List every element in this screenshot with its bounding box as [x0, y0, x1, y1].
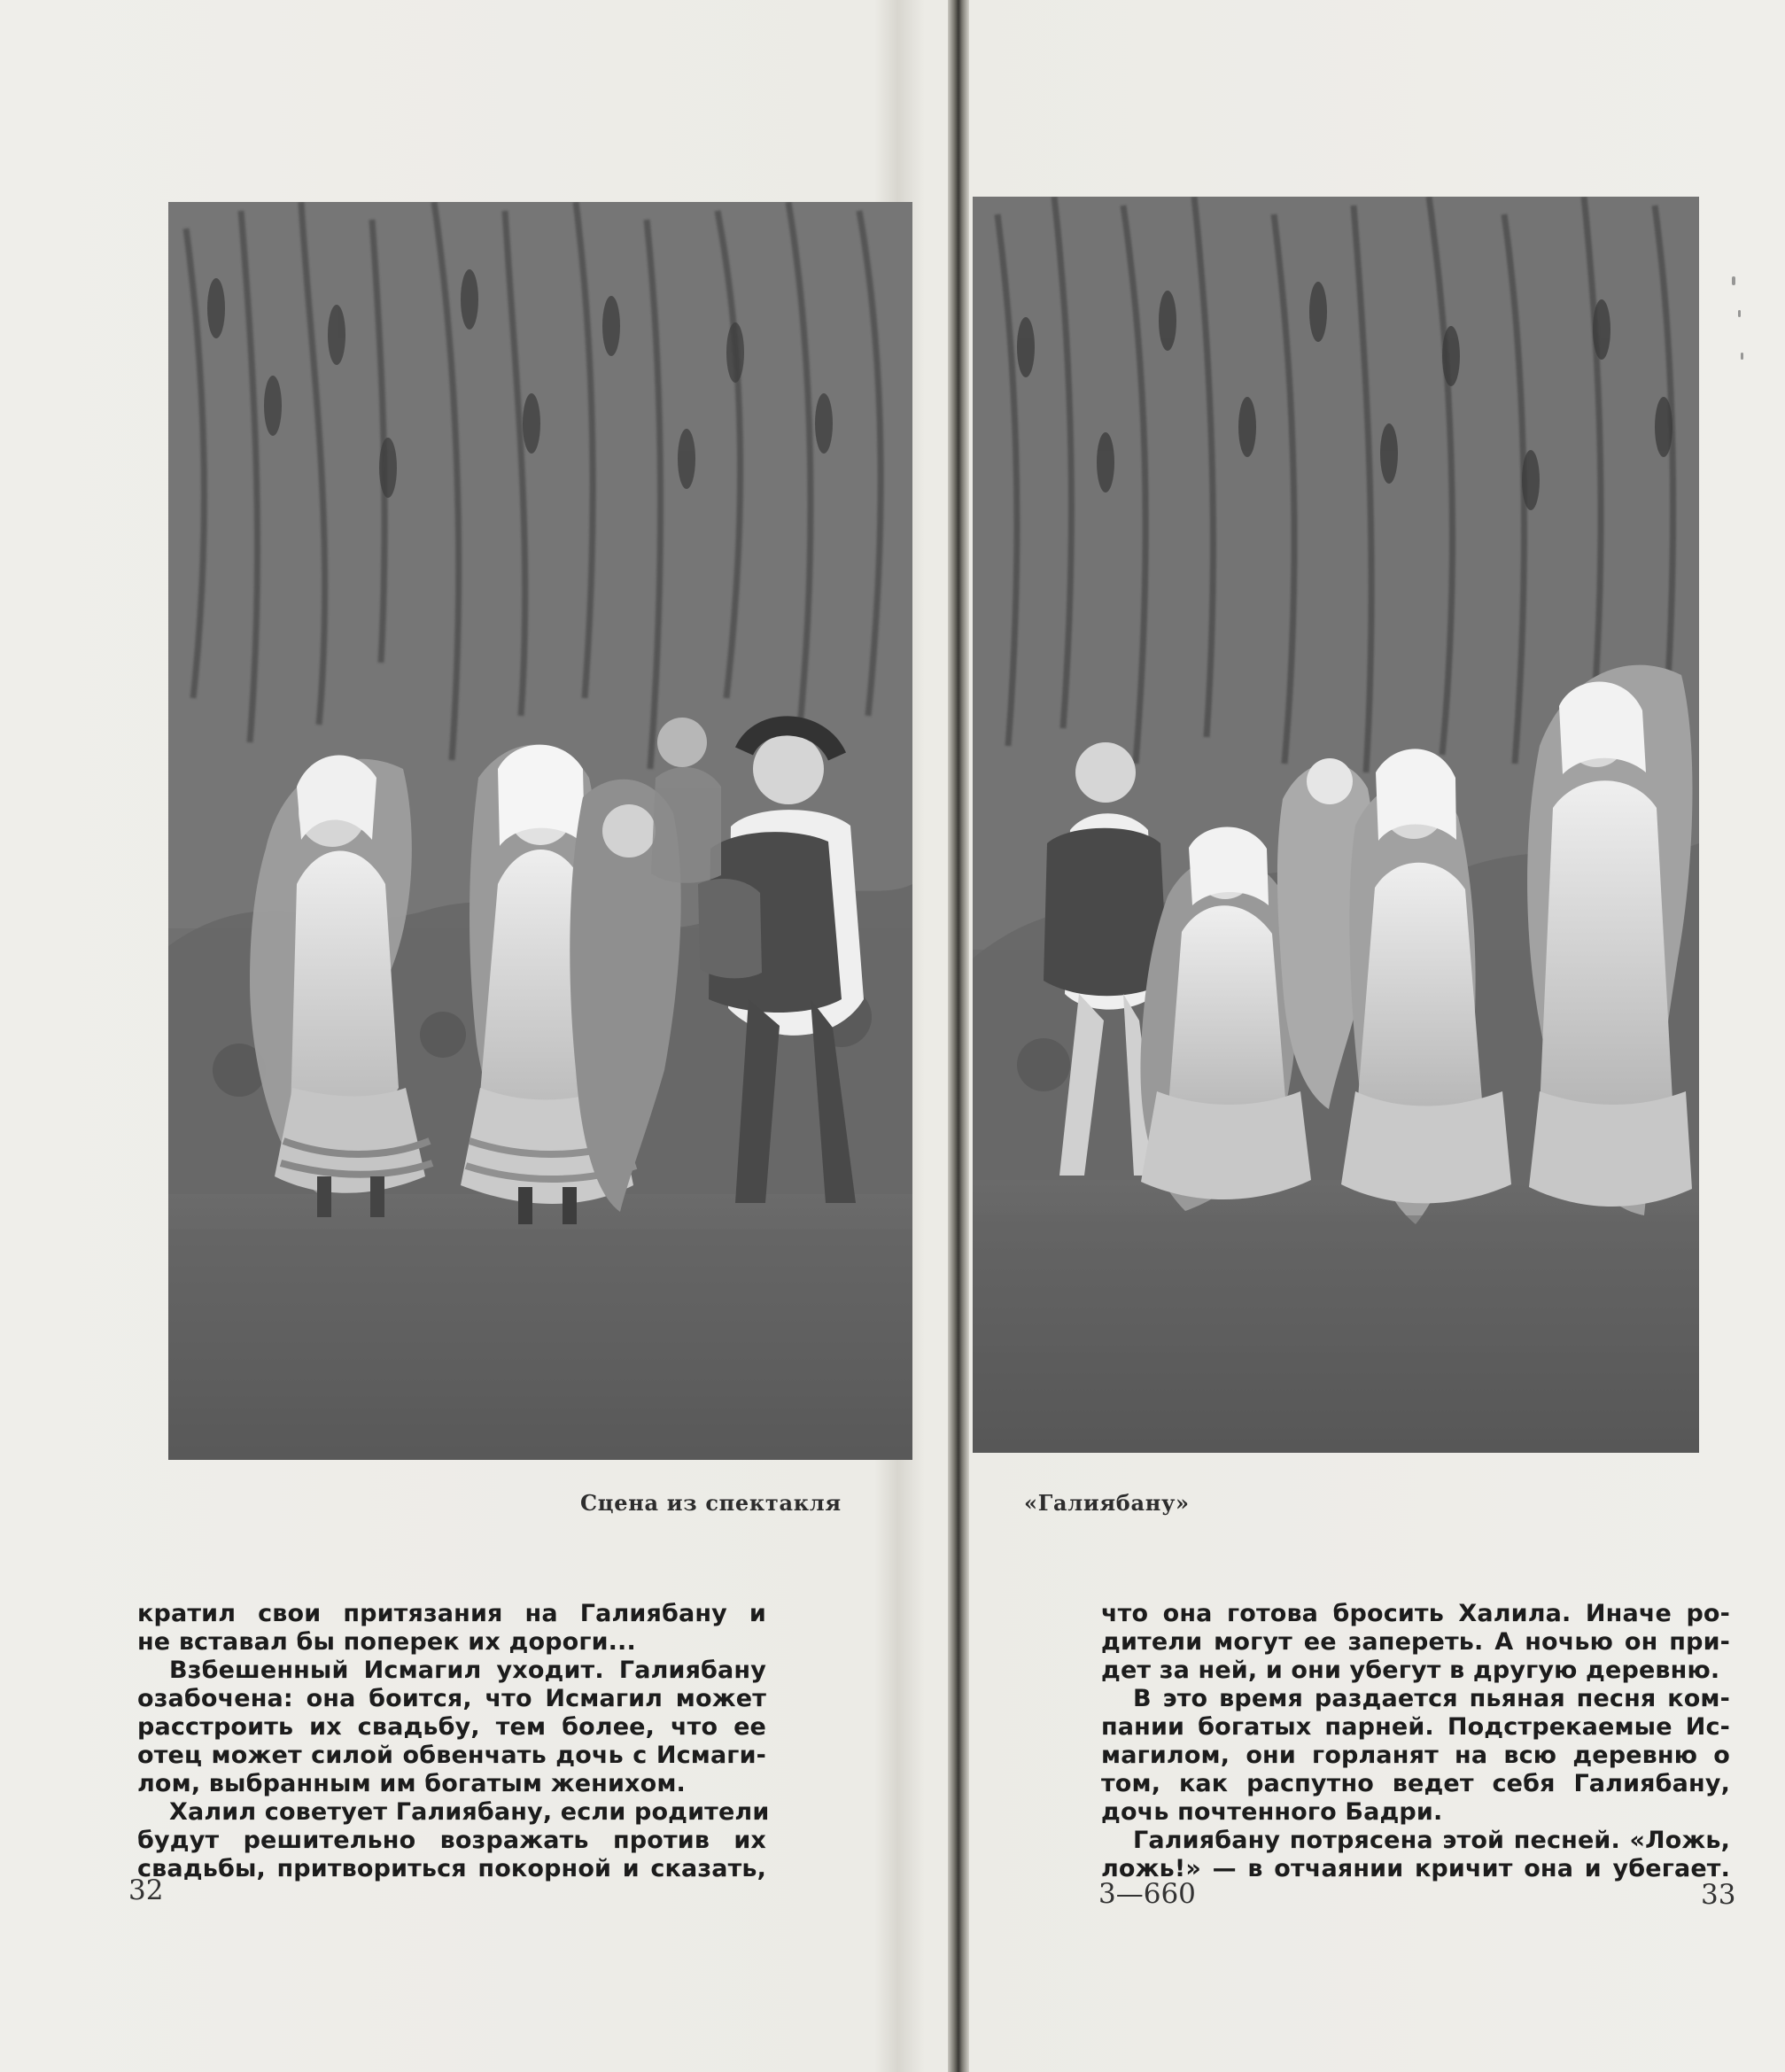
print-speck [1741, 353, 1743, 360]
right-text-line: магилом, они горланят на всю деревню о [1101, 1742, 1730, 1769]
theatre-photo-right [973, 197, 1699, 1453]
theatre-photo-left [168, 202, 912, 1460]
caption-left: Сцена из спектакля [580, 1490, 842, 1516]
left-text-line: расстроить их свадьбу, тем более, что ее [137, 1713, 766, 1741]
page-number-right: 33 [1701, 1879, 1736, 1911]
left-text-line: Взбешенный Исмагил уходит. Галиябану [169, 1657, 766, 1684]
right-text-line: В это время раздается пьяная песня ком- [1133, 1685, 1730, 1712]
stage-illustration-left [168, 202, 912, 1460]
right-text-line: пании богатых парней. Подстрекаемые Ис- [1101, 1713, 1730, 1741]
left-text-line: будут решительно возражать против их [137, 1827, 766, 1854]
stage-illustration-right [973, 197, 1699, 1453]
print-speck [1738, 310, 1741, 317]
right-text-line: что она готова бросить Халила. Иначе ро- [1101, 1600, 1730, 1627]
book-gutter [948, 0, 969, 2072]
caption-right: «Галиябану» [1024, 1490, 1190, 1516]
left-text-line: отец может силой обвенчать дочь с Исмаги- [137, 1742, 766, 1769]
left-text-line: не вставал бы поперек их дороги... [137, 1628, 636, 1656]
right-page-text [1101, 1600, 1730, 1883]
left-text-line: кратил свои притязания на Галиябану и [137, 1600, 766, 1627]
left-text-line: лом, выбранным им богатым женихом. [137, 1770, 686, 1797]
right-text-line: дочь почтенного Бадри. [1101, 1798, 1443, 1826]
print-speck [1732, 276, 1735, 285]
left-text-line: озабочена: она боится, что Исмагил может [137, 1685, 766, 1712]
left-page-text [137, 1600, 770, 1883]
page-number-left: 32 [128, 1874, 164, 1906]
footer-code: 3—660 [1098, 1878, 1196, 1910]
right-text-line: том, как распутно ведет себя Галиябану, [1101, 1770, 1730, 1797]
right-text-line: дет за ней, и они убегут в другую деревню. [1101, 1657, 1720, 1684]
left-text-line: Халил советует Галиябану, если родители [169, 1798, 770, 1826]
right-text-line: Галиябану потрясена этой песней. «Ложь, [1133, 1827, 1730, 1854]
left-text-line: свадьбы, притвориться покорной и сказать, [137, 1855, 766, 1882]
right-text-line: ложь!» — в отчаянии кричит она и убегает. [1101, 1855, 1730, 1882]
right-text-line: дители могут ее запереть. А ночью он при- [1101, 1628, 1730, 1656]
